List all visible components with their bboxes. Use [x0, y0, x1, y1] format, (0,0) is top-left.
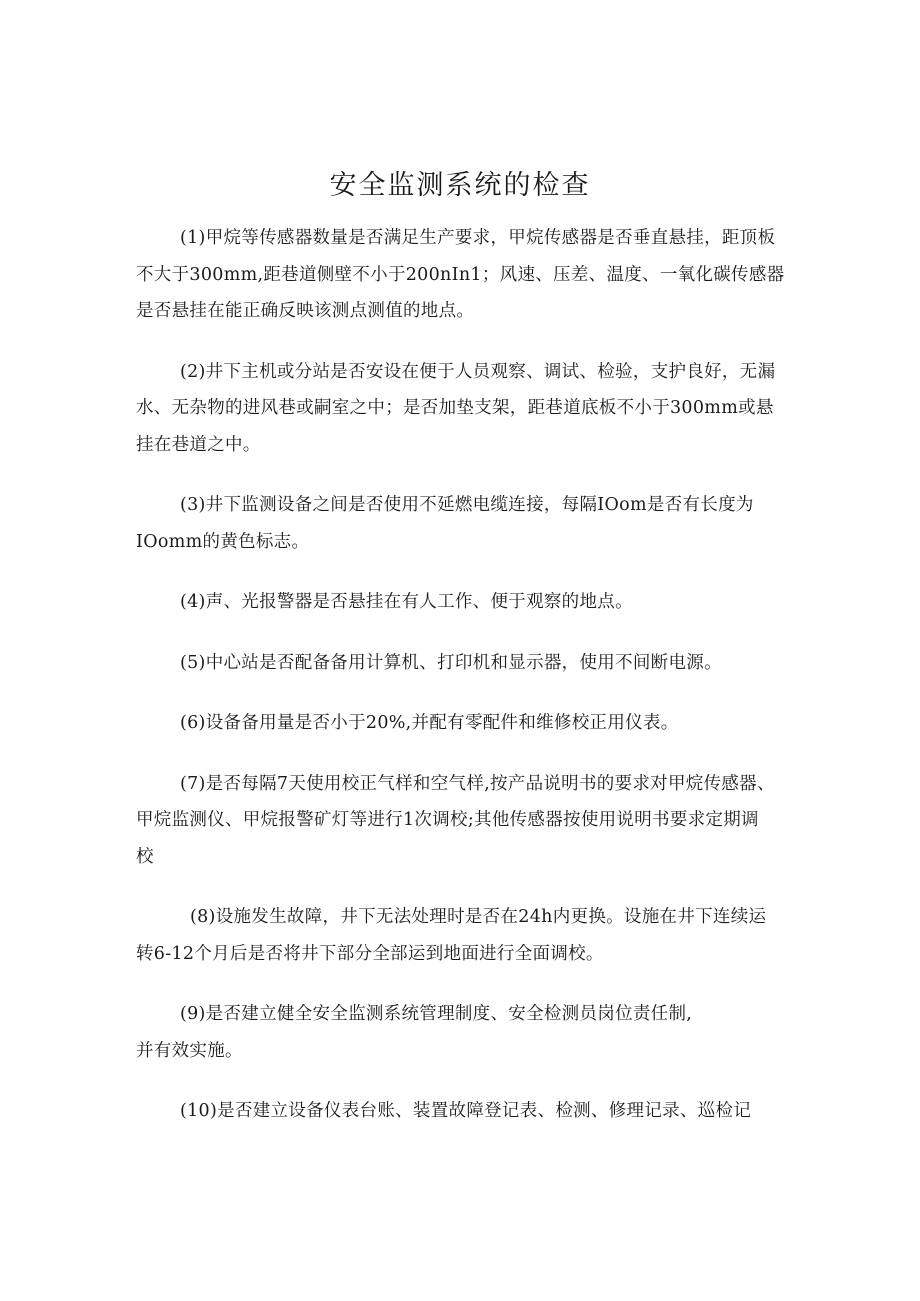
paragraph-line: (6)设备备用量是否小于20%,并配有零配件和维修校正用仪表。 — [180, 713, 679, 733]
paragraph-9 — [136, 996, 796, 1069]
paragraph-line: 并有效实施。 — [136, 1040, 243, 1061]
paragraph-4 — [136, 584, 796, 621]
paragraph-line: 不大于300mm,距巷道侧壁不小于200nIn1；风速、压差、温度、一氧化碳传感器 — [136, 264, 785, 285]
document-body — [136, 220, 796, 1154]
paragraph-line: (7)是否每隔7天使用校正气样和空气样,按产品说明书的要求对甲烷传感器、 — [180, 773, 775, 794]
paragraph-8 — [136, 899, 796, 972]
paragraph-line: 校 — [136, 846, 154, 867]
paragraph-line: (5)中心站是否配备备用计算机、打印机和显示器，使用不间断电源。 — [180, 652, 722, 673]
paragraph-line: IOomm的黄色标志。 — [136, 531, 310, 552]
paragraph-10 — [136, 1093, 796, 1130]
paragraph-line: (8)设施发生故障，井下无法处理时是否在24h内更换。设施在井下连续运 — [190, 907, 767, 927]
paragraph-7 — [136, 766, 796, 876]
paragraph-line: 是否悬挂在能正确反映该测点测值的地点。 — [136, 301, 475, 321]
paragraph-line: (9)是否建立健全安全监测系统管理制度、安全检测员岗位责任制, — [180, 1004, 693, 1024]
paragraph-line: 甲烷监测仪、甲烷报警矿灯等进行1次调校;其他传感器按使用说明书要求定期调 — [136, 810, 759, 830]
paragraph-line: (2)井下主机或分站是否安设在便于人员观察、调试、检验，支护良好，无漏 — [180, 361, 776, 382]
paragraph-line: (1)甲烷等传感器数量是否满足生产要求，甲烷传感器是否垂直悬挂，距顶板 — [180, 228, 776, 248]
paragraph-6 — [136, 705, 796, 742]
paragraph-line: 转6-12个月后是否将井下部分全部运到地面进行全面调校。 — [136, 943, 604, 964]
paragraph-line: (10)是否建立设备仪表台账、装置故障登记表、检测、修理记录、巡检记 — [180, 1101, 752, 1121]
paragraph-3 — [136, 487, 796, 560]
paragraph-1 — [136, 220, 796, 330]
paragraph-line: 挂在巷道之中。 — [136, 434, 261, 455]
paragraph-line: (4)声、光报警器是否悬挂在有人工作、便于观察的地点。 — [180, 592, 633, 612]
document-title: 安全监测系统的检查 — [329, 170, 591, 201]
paragraph-2 — [136, 354, 796, 464]
paragraph-line: 水、无杂物的进风巷或嗣室之中；是否加垫支架，距巷道底板不小于300mm或悬 — [136, 398, 774, 418]
paragraph-5 — [136, 645, 796, 682]
paragraph-line: (3)井下监测设备之间是否使用不延燃电缆连接，每隔IOom是否有长度为 — [180, 495, 754, 515]
